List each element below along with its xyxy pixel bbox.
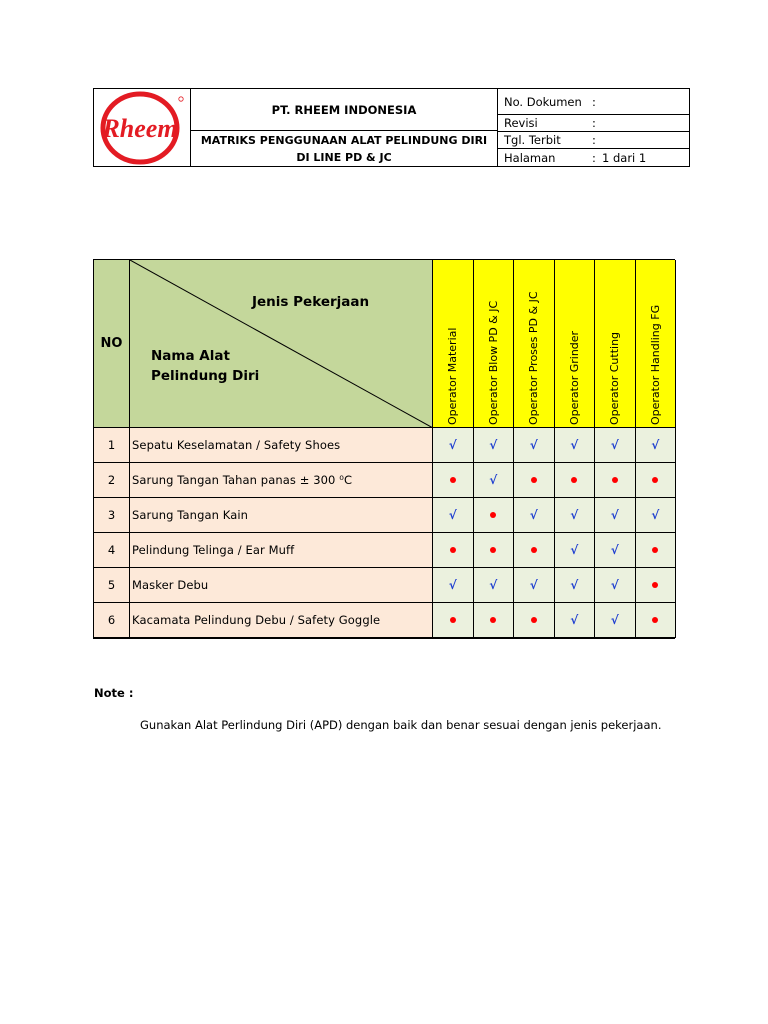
- matrix-cell: [474, 533, 515, 568]
- column-header-5: [595, 260, 636, 428]
- matrix-cell: [595, 603, 636, 638]
- nama-alat-label: [151, 346, 259, 386]
- row-number: 4: [94, 533, 130, 568]
- check-icon: √: [610, 578, 619, 592]
- red-dot-icon: [531, 547, 537, 553]
- matrix-cell: [474, 428, 515, 463]
- matrix-cell: [636, 428, 677, 463]
- meta-tgl-terbit: [497, 131, 690, 149]
- check-icon: √: [570, 508, 579, 522]
- diagonal-header-cell: [130, 260, 433, 428]
- row-number: 6: [94, 603, 130, 638]
- no-column-header: NO: [94, 260, 130, 428]
- meta-sep: :: [592, 133, 596, 147]
- equipment-name: Kacamata Pelindung Debu / Safety Goggle: [130, 603, 433, 638]
- check-icon: √: [448, 508, 457, 522]
- matrix-cell: [433, 428, 474, 463]
- check-icon: √: [529, 578, 538, 592]
- column-header-label: Operator Cutting: [608, 331, 621, 425]
- logo-text: Rheem: [102, 113, 178, 143]
- matrix-cell: [474, 568, 515, 603]
- meta-label: Halaman: [504, 150, 556, 165]
- matrix-cell: [514, 428, 555, 463]
- column-header-4: [555, 260, 596, 428]
- matrix-cell: [514, 603, 555, 638]
- rheem-logo: [99, 91, 185, 165]
- check-icon: √: [570, 543, 579, 557]
- diagonal-line: [130, 260, 433, 428]
- matrix-cell: [636, 533, 677, 568]
- matrix-cell: [555, 603, 596, 638]
- matrix-cell: [636, 463, 677, 498]
- check-icon: √: [570, 578, 579, 592]
- apd-matrix-table: [93, 259, 675, 639]
- red-dot-icon: [652, 617, 658, 623]
- matrix-cell: [595, 533, 636, 568]
- meta-label: Tgl. Terbit: [504, 133, 561, 147]
- check-icon: √: [448, 578, 457, 592]
- equipment-name: Sepatu Keselamatan / Safety Shoes: [130, 428, 433, 463]
- matrix-cell: [433, 533, 474, 568]
- check-icon: √: [448, 438, 457, 452]
- red-dot-icon: [490, 547, 496, 553]
- meta-sep: :: [592, 94, 596, 109]
- row-number: 5: [94, 568, 130, 603]
- meta-label: Revisi: [504, 116, 538, 130]
- red-dot-icon: [571, 477, 577, 483]
- matrix-cell: [514, 463, 555, 498]
- matrix-cell: [555, 463, 596, 498]
- equipment-name: Pelindung Telinga / Ear Muff: [130, 533, 433, 568]
- matrix-cell: [595, 498, 636, 533]
- matrix-cell: [636, 568, 677, 603]
- red-dot-icon: [450, 477, 456, 483]
- column-header-2: [474, 260, 515, 428]
- matrix-cell: [555, 428, 596, 463]
- red-dot-icon: [652, 547, 658, 553]
- red-dot-icon: [531, 617, 537, 623]
- note-text: Gunakan Alat Perlindung Diri (APD) dengan baik dan benar sesuai dengan jenis pekerjaan.: [140, 718, 662, 732]
- check-icon: √: [610, 438, 619, 452]
- matrix-cell: [595, 428, 636, 463]
- check-icon: √: [570, 438, 579, 452]
- matrix-cell: [555, 498, 596, 533]
- meta-revisi: [497, 114, 690, 132]
- column-header-label: Operator Handling FG: [648, 304, 662, 425]
- document-title: [190, 130, 498, 167]
- red-dot-icon: [652, 582, 658, 588]
- matrix-cell: [433, 463, 474, 498]
- matrix-cell: [433, 498, 474, 533]
- matrix-cell: [514, 498, 555, 533]
- company-name: PT. RHEEM INDONESIA: [190, 88, 498, 131]
- check-icon: √: [610, 508, 619, 522]
- jenis-pekerjaan-label: Jenis Pekerjaan: [252, 294, 370, 310]
- check-icon: √: [489, 438, 498, 452]
- meta-sep: :: [592, 150, 596, 165]
- red-dot-icon: [490, 617, 496, 623]
- meta-halaman: [497, 148, 690, 167]
- red-dot-icon: [490, 512, 496, 518]
- red-dot-icon: [652, 477, 658, 483]
- matrix-cell: [636, 498, 677, 533]
- note-label: Note :: [94, 686, 134, 700]
- matrix-cell: [474, 603, 515, 638]
- check-icon: √: [489, 578, 498, 592]
- equipment-name: Sarung Tangan Tahan panas ± 300 ⁰C: [130, 463, 433, 498]
- red-dot-icon: [612, 477, 618, 483]
- column-header-1: [433, 260, 474, 428]
- row-number: 3: [94, 498, 130, 533]
- row-number: 2: [94, 463, 130, 498]
- document-title-line1: MATRIKS PENGGUNAAN ALAT PELINDUNG DIRI: [200, 133, 488, 147]
- matrix-cell: [474, 498, 515, 533]
- nama-alat-line2: Pelindung Diri: [151, 368, 260, 384]
- matrix-cell: [595, 463, 636, 498]
- column-header-label: Operator Material: [446, 327, 459, 425]
- meta-no-dokumen: [497, 88, 690, 115]
- column-header-label: Operator Proses PD & JC: [527, 291, 540, 425]
- matrix-cell: [474, 463, 515, 498]
- red-dot-icon: [531, 477, 537, 483]
- matrix-cell: [514, 533, 555, 568]
- column-header-3: [514, 260, 555, 428]
- check-icon: √: [489, 473, 498, 487]
- meta-label: No. Dokumen: [504, 94, 582, 109]
- check-icon: √: [651, 508, 660, 522]
- matrix-cell: [555, 533, 596, 568]
- matrix-cell: [595, 568, 636, 603]
- check-icon: √: [610, 613, 619, 627]
- check-icon: √: [529, 508, 538, 522]
- matrix-cell: [433, 603, 474, 638]
- logo-cell: [93, 88, 191, 167]
- equipment-name: Sarung Tangan Kain: [130, 498, 433, 533]
- column-header-label: Operator Blow PD & JC: [486, 300, 500, 425]
- nama-alat-line1: Nama Alat: [151, 348, 230, 364]
- matrix-cell: [636, 603, 677, 638]
- red-dot-icon: [450, 617, 456, 623]
- column-header-6: [636, 260, 677, 428]
- meta-sep: :: [592, 116, 596, 130]
- document-title-line2: DI LINE PD & JC: [296, 150, 392, 164]
- check-icon: √: [570, 613, 579, 627]
- check-icon: √: [529, 438, 538, 452]
- red-dot-icon: [450, 547, 456, 553]
- matrix-cell: [514, 568, 555, 603]
- row-number: 1: [94, 428, 130, 463]
- equipment-name: Masker Debu: [130, 568, 433, 603]
- check-icon: √: [610, 543, 619, 557]
- column-header-label: Operator Grinder: [567, 330, 581, 425]
- matrix-cell: [555, 568, 596, 603]
- check-icon: √: [651, 438, 660, 452]
- matrix-cell: [433, 568, 474, 603]
- meta-value: 1 dari 1: [602, 150, 647, 165]
